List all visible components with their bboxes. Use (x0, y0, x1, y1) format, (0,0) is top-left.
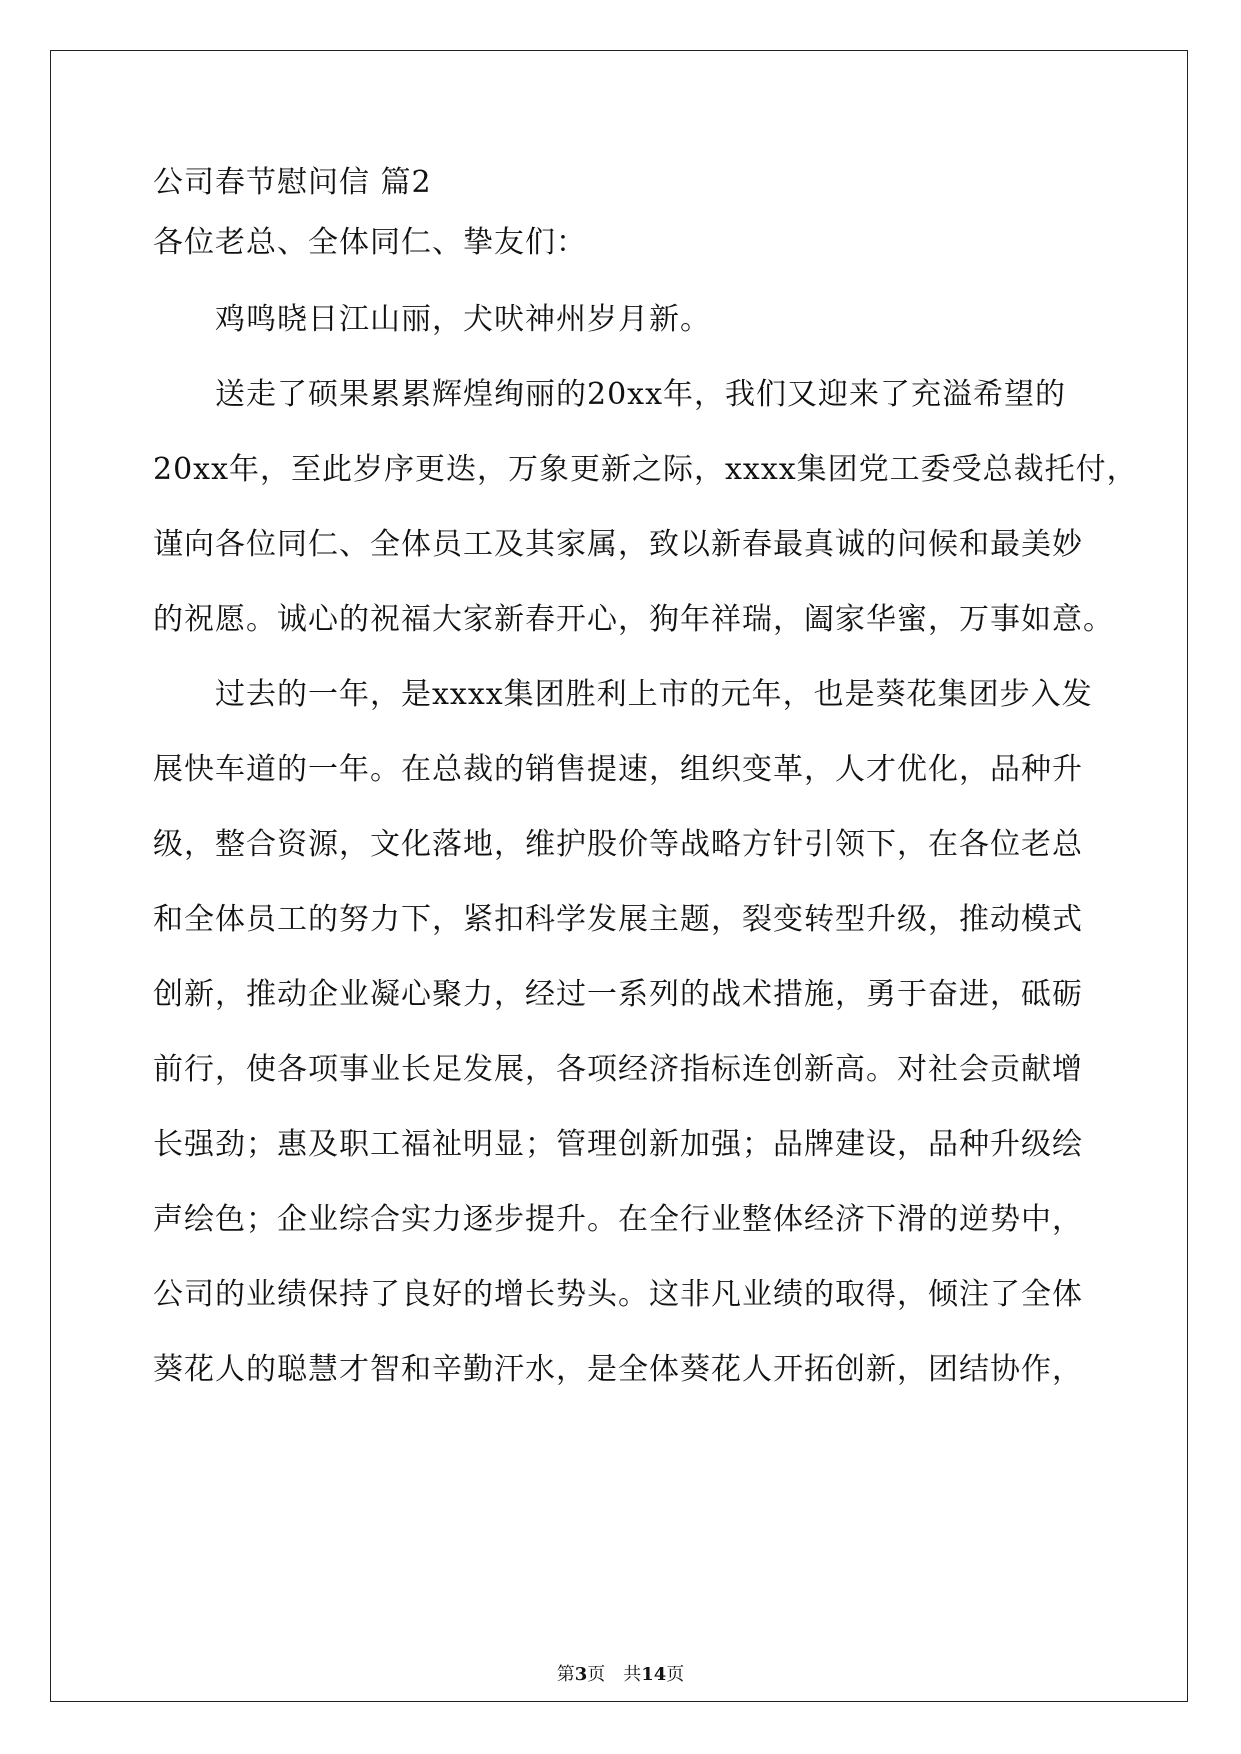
body-line: 公司的业绩保持了良好的增长势头。这非凡业绩的取得，倾注了全体 (153, 1277, 1083, 1312)
body-line: 前行，使各项事业长足发展，各项经济指标连创新高。对社会贡献增 (153, 1052, 1083, 1087)
body-line: 的祝愿。诚心的祝福大家新春开心，狗年祥瑞，阖家华蜜，万事如意。 (153, 602, 1114, 637)
body-line: 20xx年，至此岁序更迭，万象更新之际，xxxx集团党工委受总裁托付， (153, 452, 1138, 487)
body-line: 鸡鸣晓日江山丽，犬吠神州岁月新。 (215, 302, 711, 337)
body-line: 展快车道的一年。在总裁的销售提速，组织变革，人才优化，品种升 (153, 752, 1083, 787)
body-line: 声绘色；企业综合实力逐步提升。在全行业整体经济下滑的逆势中， (153, 1202, 1083, 1237)
body-line: 创新，推动企业凝心聚力，经过一系列的战术措施，勇于奋进，砥砺 (153, 977, 1083, 1012)
page-footer (0, 1660, 1241, 1686)
current-page-number: 3 (574, 1664, 588, 1685)
body-line: 和全体员工的努力下，紧扣科学发展主题，裂变转型升级，推动模式 (153, 902, 1083, 937)
body-line: 级，整合资源，文化落地，维护股价等战略方针引领下，在各位老总 (153, 827, 1083, 862)
total-pages-number: 14 (641, 1664, 667, 1685)
footer-middle: 页 共 (587, 1664, 642, 1685)
footer-suffix: 页 (666, 1664, 685, 1685)
body-line: 长强劲；惠及职工福祉明显；管理创新加强；品牌建设，品种升级绘 (153, 1127, 1083, 1162)
greeting-line: 各位老总、全体同仁、挚友们： (153, 225, 587, 260)
body-line: 谨向各位同仁、全体员工及其家属，致以新春最真诚的问候和最美妙 (153, 527, 1083, 562)
footer-prefix: 第 (556, 1664, 575, 1685)
body-line: 过去的一年，是xxxx集团胜利上市的元年，也是葵花集团步入发 (215, 677, 1093, 712)
document-title: 公司春节慰问信 篇2 (153, 165, 432, 200)
body-line: 送走了硕果累累辉煌绚丽的20xx年，我们又迎来了充溢希望的 (215, 377, 1067, 412)
page-border (50, 50, 1188, 1702)
body-line: 葵花人的聪慧才智和辛勤汗水，是全体葵花人开拓创新，团结协作， (153, 1352, 1083, 1387)
